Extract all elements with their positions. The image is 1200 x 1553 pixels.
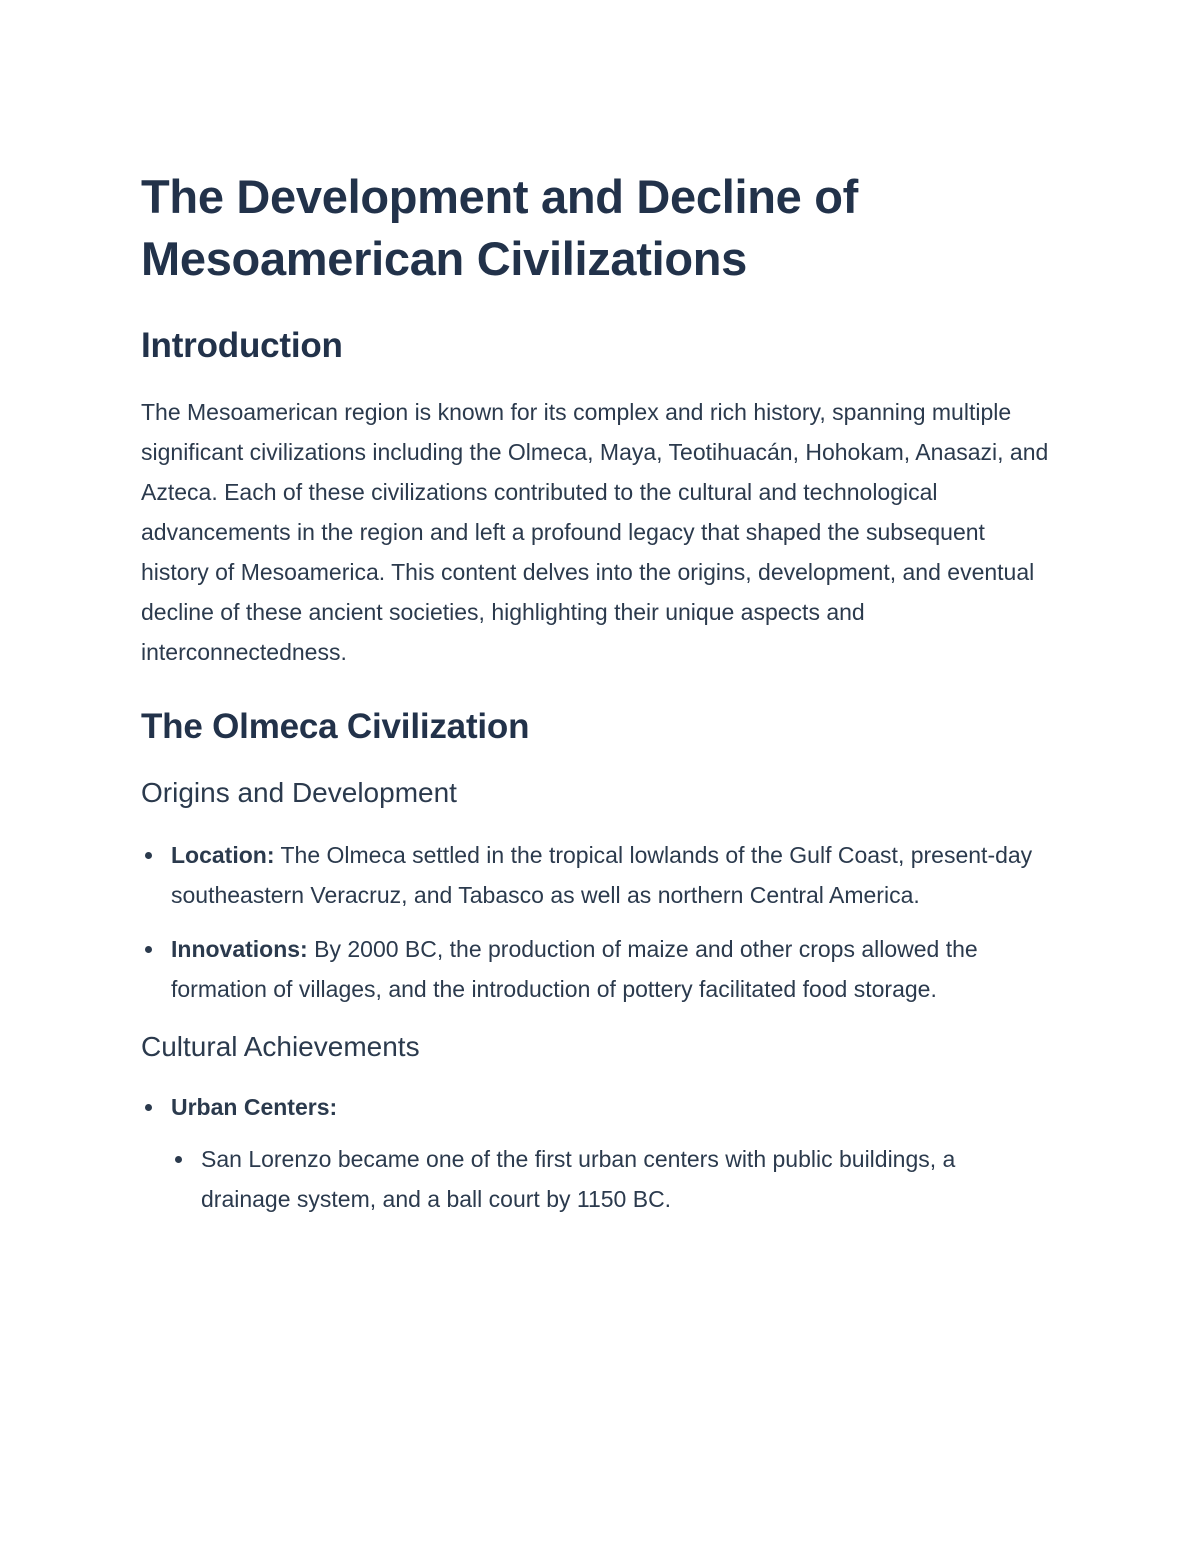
origins-list: [141, 835, 1050, 1009]
bullet-icon: [145, 1104, 152, 1111]
list-item-term: Innovations:: [171, 936, 308, 962]
list-item-term: Urban Centers:: [171, 1094, 338, 1120]
bullet-icon: [145, 946, 152, 953]
urban-centers-sublist: [171, 1139, 1050, 1219]
cultural-list: [141, 1087, 1050, 1219]
document-title: The Development and Decline of Mesoamerican Civilizations: [141, 170, 859, 285]
cultural-heading: Cultural Achievements: [141, 1031, 420, 1062]
sublist-item-san-lorenzo: [171, 1139, 1050, 1219]
bullet-icon: [175, 1156, 182, 1163]
introduction-heading: Introduction: [141, 326, 343, 365]
introduction-paragraph: The Mesoamerican region is known for its complex and rich history, spanning multiple significant civilizations including the Olmeca, Maya, Teotihuacán, Hohokam, Anasazi, and Azteca. Each of these civilizations contributed to the cultural and technological advancements in the region and left a profound legacy that shaped the subsequent history of Mesoamerica. This content delves into the origins, development, and eventual decline of these ancient societies, highlighting their unique aspects and interconnectedness.: [141, 399, 1049, 665]
list-item-urban-centers: [141, 1087, 1050, 1219]
list-item-text: By 2000 BC, the production of maize and other crops allowed the formation of villages, and the introduction of pottery facilitated food storage.: [171, 936, 978, 1002]
list-item-text: The Olmeca settled in the tropical lowlands of the Gulf Coast, present-day southeastern Veracruz, and Tabasco as well as northern Central America.: [171, 842, 1033, 908]
list-item-term: Location:: [171, 842, 275, 868]
olmeca-heading: The Olmeca Civilization: [141, 707, 530, 746]
list-item-location: [141, 835, 1050, 915]
origins-heading: Origins and Development: [141, 777, 457, 808]
list-item-innovations: [141, 929, 1050, 1009]
bullet-icon: [145, 852, 152, 859]
sublist-item-text: San Lorenzo became one of the first urban centers with public buildings, a drainage system, and a ball court by 1150 BC.: [201, 1146, 956, 1212]
